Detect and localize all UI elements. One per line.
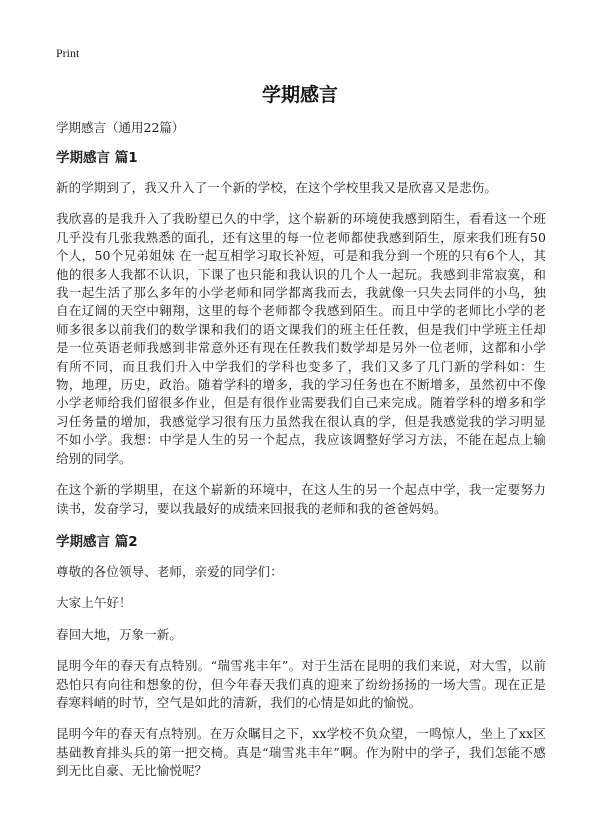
section-2 [56,533,546,781]
document-body [56,119,546,794]
paragraph: 昆明今年的春天有点特别。在万众瞩目之下，xx学校不负众望，一鸣惊人，坐上了xx区基础教育排头兵的第一把交椅。真是“瑞雪兆丰年”啊。作为附中的学子，我们怎能不感到无比自豪、无比愉悦呢？ [56,726,546,779]
paragraph: 新的学期到了，我又升入了一个新的学校，在这个学校里我又是欣喜又是悲伤。 [56,180,498,195]
page-title: 学期感言 [261,84,338,106]
paragraph: 在这个新的学期里，在这个崭新的环境中，在这人生的另一个起点中学，我一定要努力读书，发奋学习，要以我最好的成绩来回报我的老师和我的爸爸妈妈。 [56,482,546,516]
paragraph: 我欣喜的是我升入了我盼望已久的中学，这个崭新的环境使我感到陌生，看看这一个班几乎没有几张我熟悉的面孔，还有这里的每一位老师都使我感到陌生，原来我们班有50个人，50个兄弟姐妹 在一起互相学习取长补短，可是和我分到一个班的只有6个人，其他的很多人我都不认识，下课了也只能和我认识的几个人一起玩。我感到非常寂寞，和我一起生活了那么多年的小学老师和同学都离我而去，我就像一只失去同伴的小鸟，独自在辽阔的天空中翱翔，这里的每个老师都令我感到陌生。而且中学的老师比小学的老师多很多以前我们的数学课和我们的语文课我们的班主任任教，但是我们中学班主任却是一位英语老师我感到非常意外还有现在任教我们数学却是另外一位老师，这都和小学有所不同，而且我们升入中学我们的学科也变多了，我们又多了几门新的学科如：生物，地理，历史，政治。随着学科的增多，我的学习任务也在不断增多，虽然初中不像小学老师给我们留很多作业，但是有很作业需要我们自己来完成。随着学科的增多和学习任务量的增加，我感觉学习很有压力虽然我在很认真的学，但是我感觉我的学习明显不如小学。我想：中学是人生的另一个起点，我应该调整好学习方法，不能在起点上输给别的同学。 [56,211,546,466]
paragraph: 昆明今年的春天有点特别。“瑞雪兆丰年”。对于生活在昆明的我们来说，对大雪，以前恐怕只有向往和想象的份，但今年春天我们真的迎来了纷纷扬扬的一场大雪。现在正是春寒料峭的时节，空气是如此的清新，我们的心情是如此的愉悦。 [56,658,546,710]
section-1 [56,149,546,518]
paragraph: 尊敬的各位领导、老师，亲爱的同学们： [56,563,283,579]
document-subtitle: 学期感言（通用22篇） [56,120,185,135]
print-link[interactable]: Print [56,46,80,60]
paragraph: 春回大地，万象一新。 [56,626,183,642]
section-heading: 学期感言 篇2 [56,533,138,550]
section-heading: 学期感言 篇1 [56,150,138,166]
paragraph: 大家上午好！ [56,595,132,611]
